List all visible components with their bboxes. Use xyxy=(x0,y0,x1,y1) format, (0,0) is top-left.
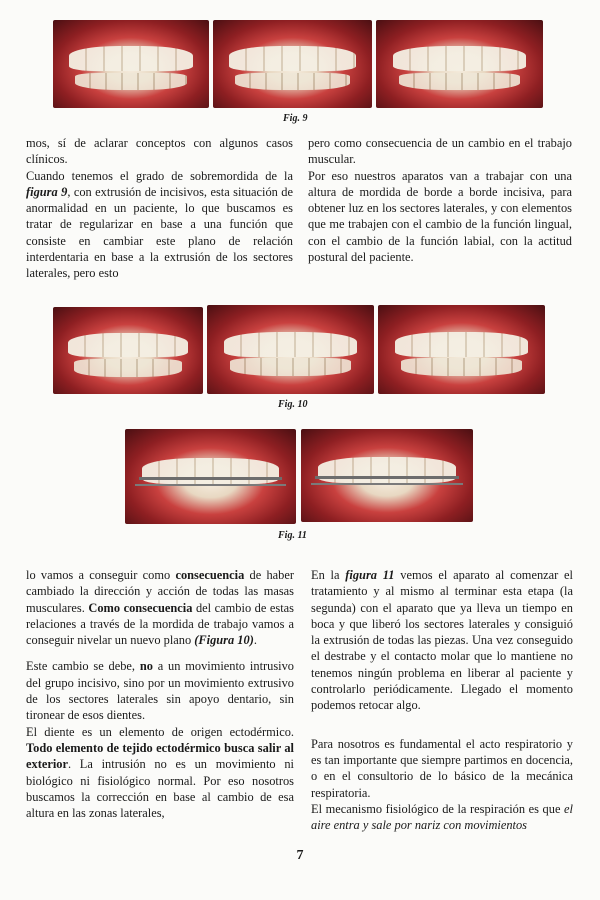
fig10-photo-3 xyxy=(378,305,545,394)
text: vemos el aparato al comenzar el tratamiento y al mismo al terminar esta etapa (la segunda) con el aparato que ya lleva un tiempo en boca y que liberó los sectores laterales y consiguió la extrusión de todas las piezas. Una vez conseguido el destrabe y el contacto molar que lo mantiene no tenemos ningún problema en liberar al paciente y controlarlo periódicamente. Llegado el momento podemos retocar algo. xyxy=(311,568,573,713)
paragraph xyxy=(311,736,573,834)
fig10-photo-1 xyxy=(53,307,203,394)
text: a un movimiento intrusivo del grupo incisivo, sino por un movimiento extrusivo de los sectores laterales sin apoyo dentario, sin tironear de esos dientes. xyxy=(26,659,294,723)
emphasis: consecuencia xyxy=(175,568,245,582)
top-left-column xyxy=(26,135,293,282)
figure-reference: (Figura 10) xyxy=(194,633,254,648)
fig11-caption: Fig. 11 xyxy=(278,530,307,541)
text: Cuando tenemos el grado de sobremordida de la xyxy=(26,168,293,183)
bottom-right-column xyxy=(311,567,573,833)
paragraph xyxy=(26,658,294,821)
paragraph xyxy=(26,567,294,648)
text: Este cambio se debe, xyxy=(26,659,140,674)
text: mos, sí de aclarar conceptos con algunos casos clínicos. xyxy=(26,136,293,167)
text: , con extrusión de incisivos, esta situación de anormalidad en un paciente, lo que buscamos es tratar de regularizar en base a una función que consiste en cambiar este plano de relación interdentaria en base a la extrusión de los sectores laterales, pero esto xyxy=(26,184,294,281)
fig9-photo-2 xyxy=(213,20,372,108)
text: El mecanismo fisiológico de la respiración es que xyxy=(311,801,565,816)
paragraph xyxy=(311,567,573,714)
fig9-photo-3 xyxy=(376,20,543,108)
text: En la xyxy=(311,568,346,582)
text: del cambio de estas relaciones a través de la mordida de trabajo vamos a conseguir nivelar un nuevo plano xyxy=(26,600,295,648)
paragraph xyxy=(26,135,293,282)
text: Para nosotros es fundamental el acto respiratorio y es tan importante que siempre partimos en docencia, o en el consultorio de lo básico de la mecánica respiratoria. xyxy=(311,736,573,800)
fig10-photo-2 xyxy=(207,305,374,394)
text: lo vamos a conseguir como xyxy=(26,568,176,582)
top-right-column xyxy=(308,135,572,265)
emphasis: no xyxy=(139,659,153,674)
fig10-caption: Fig. 10 xyxy=(278,399,308,410)
text: . La intrusión no es un movimiento ni biológico ni fisiológico normal. Por eso nosotros buscamos la corrección en base al cambio de esa altura en las zonas laterales, xyxy=(26,757,294,821)
fig11-photo-2 xyxy=(301,429,473,522)
paragraph: pero como consecuencia de un cambio en el trabajo muscular. xyxy=(308,136,572,167)
figure-reference: figura 11 xyxy=(345,568,395,582)
emphasis: Todo elemento de tejido ectodérmico busca salir al exterior xyxy=(26,740,294,772)
bottom-left-column xyxy=(26,567,294,821)
fig9-caption: Fig. 9 xyxy=(283,113,308,124)
text: El diente es un elemento de origen ectodérmico. xyxy=(26,724,294,739)
paragraph: Por eso nuestros aparatos van a trabajar con una altura de mordida de borde a borde incisiva, para obtener luz en los sectores laterales, y con elementos que me trabajen con el cambio de la función lingual, con el cambio de la función labial, con la actitud postural del paciente. xyxy=(308,168,572,265)
text: . xyxy=(253,633,257,648)
figure-reference: figura 9 xyxy=(26,184,68,199)
text: de haber cambiado la dirección y acción de todas las masas musculares. xyxy=(26,568,294,615)
emphasis: Como consecuencia xyxy=(88,600,193,615)
page-number: 7 xyxy=(296,848,304,863)
fig11-photo-1 xyxy=(125,429,296,524)
emphasis: el aire entra y sale por nariz con movimientos xyxy=(311,801,573,833)
fig9-photo-1 xyxy=(53,20,209,108)
